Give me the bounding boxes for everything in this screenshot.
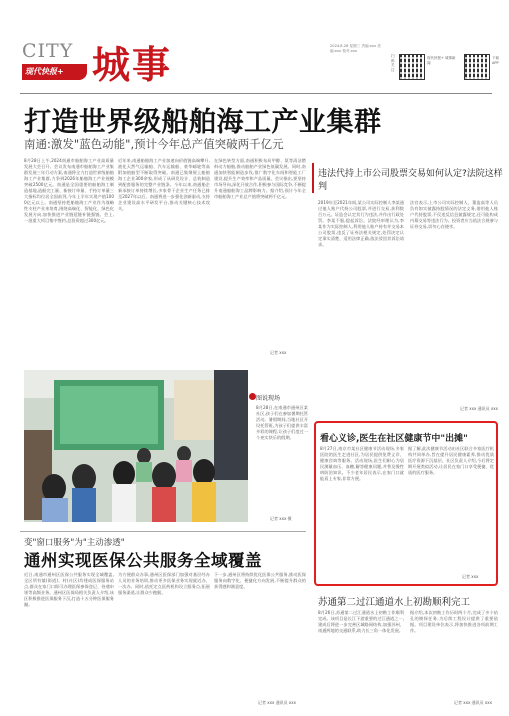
article4-column-2: 为方便群众办事,通州区医保部门加强对基层经办人员的业务培训,推动更多医保业务实现就近办、一次办。同时,依托定点医药机构设立服务点,拓展服务渠道,让群众少跑腿。: [118, 572, 210, 595]
article5-column-2: 据介绍,本次初勘工作历时两个月,完成了多个钻孔的勘探任务,为后续工程设计提供了重要依据。项目建设单位表示,将加快推进各项前期工作。: [410, 610, 498, 633]
city-wordmark: CITY: [22, 40, 74, 62]
lead-column-3: 在绿色转型方面,南通积极布局甲醇、氨等清洁燃料动力船舶,推动船舶产业绿色低碳发展。同时,南通加快智能制造步伐,推广数字化车间和智能工厂建设,提升生产效率和产品质量。会议指出,要坚持市场导向,深化开放合作,积极参与国际竞争,不断提升南通船舶海工品牌影响力。据介绍,预计今年全市船舶海工产业总产值将突破两千亿元。: [214, 158, 306, 199]
qr1-caption: 现代快报+ 城事新闻: [427, 56, 456, 65]
article4-kicker: 变"窗口服务"为"主动渗透": [24, 538, 125, 548]
article2-title[interactable]: 违法代持上市公司股票交易如何认定?法院这样判: [318, 169, 503, 192]
paper-name-badge: 现代快报+: [22, 64, 87, 80]
qr2-caption: 下载APP: [492, 56, 499, 65]
lead-column-1: 8月28日上午,2024南通市船舶海工产业高质量发展大会召开。会议发布南通市船舶海工产业集群发展三年行动方案,南通将全力打造世界级船舶海工产业集群,力争到2026年船舶海工产业规模突破2500亿元。南通是全国重要的船舶海工制造基地,造船完工量、新接订单量、手持订单量三大指标均位居全国前列,今年上半年实现产值1000亿元以上。南通坚持把船舶海工产业作为战略性支柱产业来培育,围绕高端化、智能化、绿色化发展方向,加快推进产业链延链补链强链。会上,一批重大项目集中签约,总投资超过300亿元。: [24, 158, 114, 223]
article3-column-2: 据了解,此次健康节活动由社区联合多家医疗机构共同举办,旨在提升居民健康素养,推动优质医疗资源下沉基层。社区负责人介绍,今后将定期开展类似活动,让居民在家门口享受便捷、优质的医疗服务。: [408, 446, 494, 475]
article2-byline: 记者 xxx 通讯员 xxx: [460, 406, 499, 411]
article4-title[interactable]: 通州实现医保公共服务全域覆盖: [24, 551, 262, 570]
article4-column-1: 近日,南通市通州区医保公共服务实现全域覆盖,全区所有镇(街道)、村(社区)均建成医保服务站点,群众在家门口即可办理医保参保登记、待遇申领等高频业务。通州区医保局相关负责人介绍,该区积极推进医保服务下沉,打造十五分钟医保服务圈。: [24, 572, 114, 607]
lead-column-2: 近年来,南通船舶海工产业加速向价值链高端攀升,液化天然气运输船、汽车运输船、豪华邮轮等高附加值船型不断取得突破。南通已集聚规上船舶海工企业300余家,形成了从研发设计、总装制造到配套服务的完整产业链条。今年以来,南通船企新承接订单持续增长,多家骨干企业生产任务已排至2027年以后。南通将进一步强化创新驱动,支持企业建设高水平研发平台,推动关键核心技术攻关。: [118, 158, 210, 211]
lead-subhead: 南通:激发"蓝色动能",预计今年总产值突破两千亿元: [24, 137, 284, 151]
divider: [20, 93, 492, 94]
divider: [20, 531, 306, 532]
issue-info: 2024.8.28 星期三 责编:xxx 美编:xxx 校对:xxx: [330, 44, 381, 53]
article3-title[interactable]: 看心义诊,医生在社区健康节中"出摊": [320, 434, 468, 444]
photo-caption: 8月28日,在南通市通州区某社区,孩子们在参加暑期托管活动。暑假期间,当地社区开设托管班,为孩子们提供丰富多彩的课程,让孩子们度过一个充实快乐的假期。: [256, 405, 308, 440]
article5-title[interactable]: 苏通第二过江通道水上初勘顺利完工: [318, 597, 471, 608]
qr-label: 扫码关注: [391, 54, 395, 72]
lead-byline: 记者 xxx: [270, 350, 287, 355]
qr-code-icon: [464, 54, 490, 80]
photo-section-badge: 图说现场: [256, 395, 281, 402]
title-accent-bar: [312, 163, 314, 193]
photo-badge-dot-icon: [249, 393, 256, 400]
article2-column-2: 法官表示,上市公司实际控制人、董监高等人员负有如实披露持股情况的法定义务,借用他人账户代持股票,不仅违反信息披露规定,还可能构成内幕交易等违法行为。投资者应当依法合规参与证券交易,切勿心存侥幸。: [410, 200, 498, 229]
lead-headline[interactable]: 打造世界级船舶海工产业集群: [24, 107, 382, 138]
article2-column-1: 2019年至2021年间,某公司实际控制人李某通过他人账户代持公司股票,并进行交易,获利数百万元。证监会认定其行为违法,并作出行政处罚。李某不服,提起诉讼。法院经审理认为,李某作为实际控制人,利用他人账户持有并交易本公司股票,违反了证券法相关规定,处罚决定认定事实清楚、适用法律正确,依法驳回其诉讼请求。: [318, 200, 404, 247]
news-photo: [24, 370, 248, 522]
article4-byline: 记者 xxx 通讯员 xxx: [258, 700, 297, 705]
article3-byline: 记者 xxx: [462, 574, 479, 579]
qr-code-icon: [399, 54, 425, 80]
classroom-photo-illustration: [24, 370, 248, 522]
article4-column-3: 下一步,通州区将持续优化医保公共服务,推动医保服务向数字化、便捷化方向发展,不断提升群众的获得感和满意度。: [214, 572, 306, 589]
article5-byline: 记者 xxx 通讯员 xxx: [454, 700, 493, 705]
section-title: 城事: [92, 42, 173, 87]
article3-column-1: 8月27日,南京市某社区健康节活动现场,多家医院的医生走进社区,为居民提供免费义诊、健康咨询等服务。活动现场,医生们耐心为居民测量血压、血糖,解答健康问题,并普及慢性病防治知识。不少老年居民表示,在家门口就能看上专家,非常方便。: [320, 446, 404, 481]
photo-byline: 记者 xxx 摄: [270, 516, 292, 521]
article5-column-1: 8月26日,苏通第二过江通道水上初勘工作顺利完成。该项目是长江下游重要的过江通道之一,建成后将进一步完善区域路网结构,加强苏州、南通两地的交通联系,助力长三角一体化发展。: [318, 610, 404, 633]
